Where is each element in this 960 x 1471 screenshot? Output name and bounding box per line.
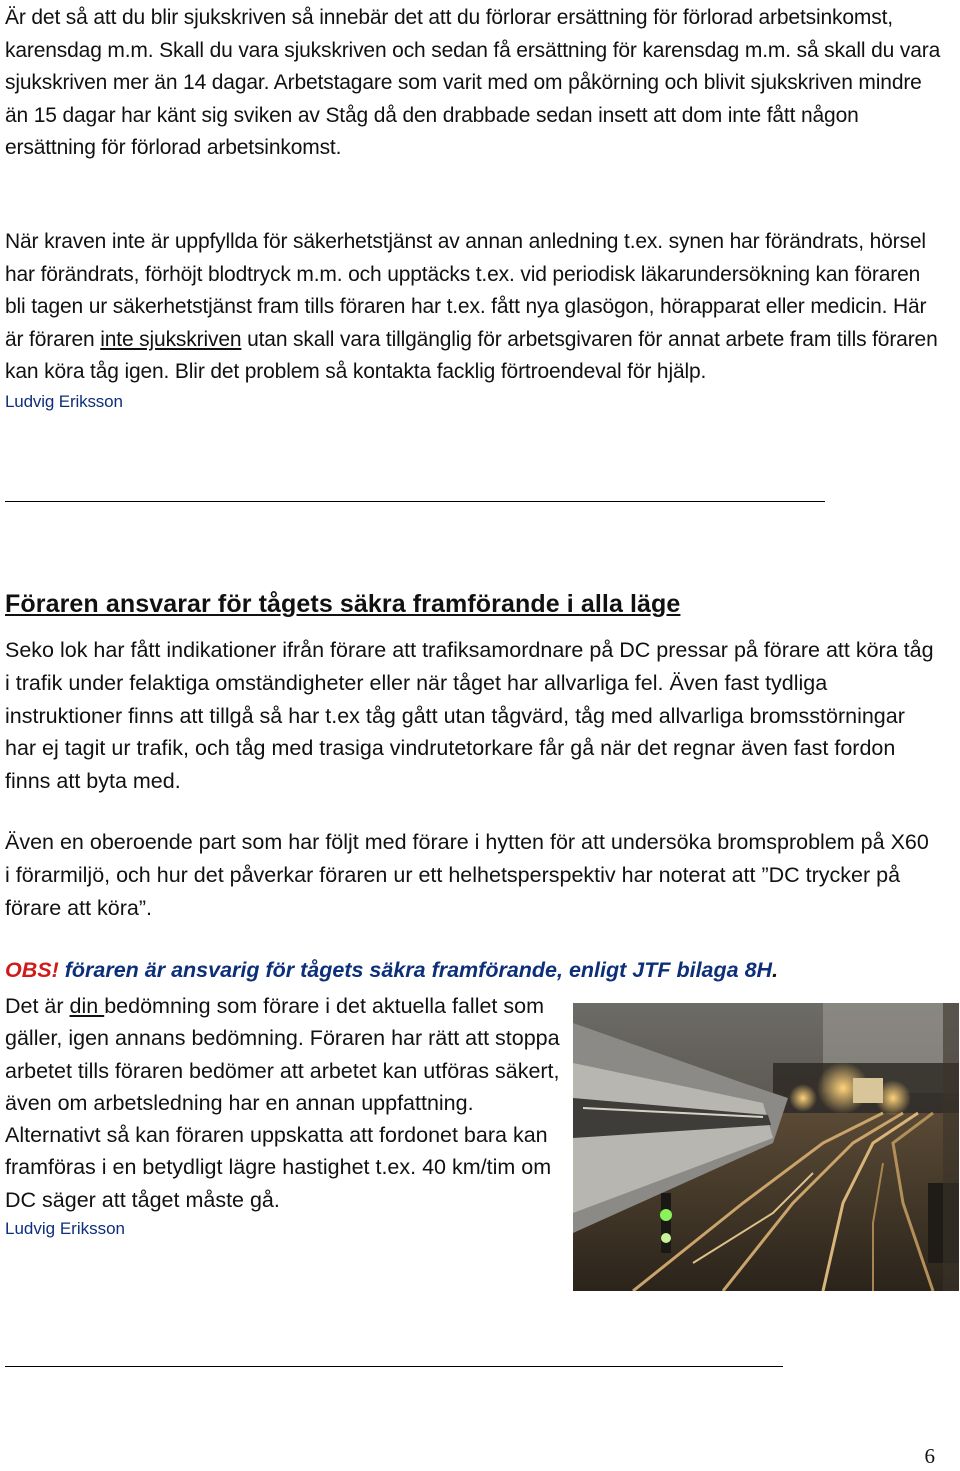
- p3-text-before: Det är: [5, 994, 70, 1018]
- train-station-photo: [573, 1003, 959, 1291]
- safety-text-after: utan skall vara tillgänglig för arbetsgivaren för annat arbete fram tills föraren kan köra tåg igen. Blir det problem så kontakta facklig förtroendeval för hjälp.: [5, 327, 938, 384]
- safety-text-before: När kraven inte är uppfyllda för säkerhetstjänst av annan anledning t.ex. synen har förändrats, hörsel har förändrats, förhöjt blodtryck m.m. och upptäcks t.ex. vid periodisk läkarundersökning kan föraren bli tagen ur säkerhetstjänst fram tills föraren har t.ex. fått nya glasögon, hörapparat eller medicin. Här är föraren: [5, 230, 927, 351]
- safety-underlined-text: inte sjukskriven: [100, 327, 242, 351]
- train-photo-illustration: [573, 1003, 959, 1291]
- divider-line-1: [5, 501, 825, 502]
- article-paragraph-1: Seko lok har fått indikationer ifrån förare att trafiksamordnare på DC pressar på förare att köra tåg i trafik under felaktiga omständigheter eller när tåget har allvarliga fel. Även fast tydliga instruktioner finns att tillgå så har t.ex tåg gått utan tågvärd, tåg med allvarliga bromsstörningar har ej tagit ur trafik, och tåg med trasiga vindrutetorkare får gå när det regnar även fast fordon finns att byta med.: [5, 638, 934, 794]
- signature-2: Ludvig Eriksson: [5, 1219, 126, 1239]
- obs-label: OBS!: [5, 958, 59, 982]
- p3-text-after: bedömning som förare i det aktuella fallet som gäller, igen annans bedömning. Föraren har rätt att stoppa arbetet tills föraren bedömer att arbetet kan utföras säkert, även om arbetsledning har en annan uppfattning. Alternativt så kan föraren uppskatta att fordonet bara kan framföras i en betydligt lägre hastighet t.ex. 40 km/tim om DC säger att tåget måste gå.: [5, 994, 560, 1212]
- article-paragraph-2: Även en oberoende part som har följt med förare i hytten för att undersöka bromsproblem på X60 i förarmiljö, och hur det påverkar föraren ur ett helhetsperspektiv har noterat att ”DC trycker på förare att köra”.: [5, 830, 929, 920]
- paragraph-safety-service: [5, 226, 945, 415]
- paragraph-sick-leave: Är det så att du blir sjukskriven så innebär det att du förlorar ersättning för förlorad arbetsinkomst, karensdag m.m. Skall du vara sjukskriven och sedan få ersättning för karensdag m.m. så skall du vara sjukskriven mer än 14 dagar. Arbetstagare som varit med om påkörning och blivit sjukskriven mindre än 15 dagar har känt sig sviken av Ståg då den drabbade sedan insett att dom inte fått någon ersättning för förlorad arbetsinkomst.: [5, 6, 941, 160]
- article-heading: Föraren ansvarar för tågets säkra framförande i alla läge: [5, 590, 681, 618]
- obs-text: föraren är ansvarig för tågets säkra framförande, enligt JTF bilaga 8H: [58, 958, 773, 982]
- divider-line-2: [5, 1366, 783, 1367]
- obs-end: .: [772, 958, 779, 982]
- article-paragraph-3: [5, 990, 565, 1242]
- p3-underlined: din: [69, 994, 105, 1018]
- obs-notice: [5, 954, 778, 986]
- page-number: 6: [924, 1444, 935, 1468]
- signature-1: Ludvig Eriksson: [5, 391, 123, 411]
